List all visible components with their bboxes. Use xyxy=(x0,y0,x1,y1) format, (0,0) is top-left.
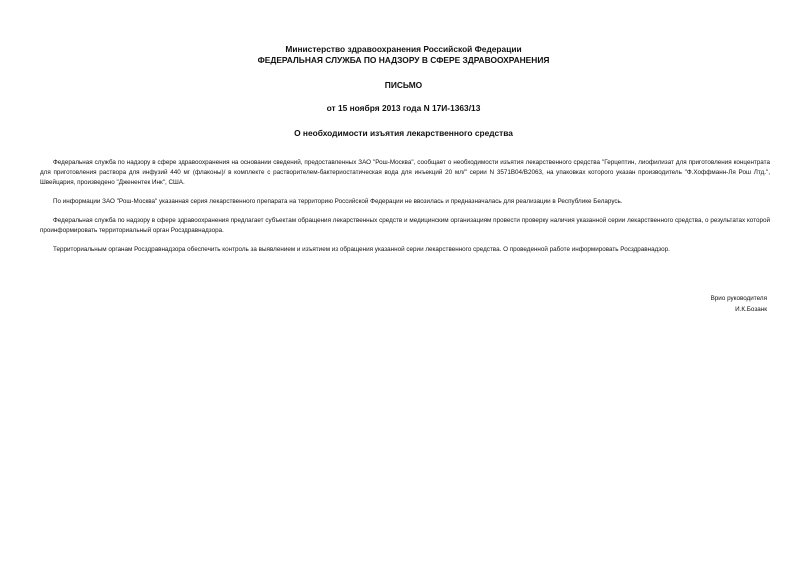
document-date-number: от 15 ноября 2013 года N 17И-1363/13 xyxy=(326,103,481,113)
paragraph-4: Территориальным органам Росздравнадзора обеспечить контроль за выявлением и изъятием из обращения указанной серии лекарственного средства. О проведенной работе информировать Росздравнадзор. xyxy=(53,246,670,253)
signature-block xyxy=(711,293,767,315)
service-name: ФЕДЕРАЛЬНАЯ СЛУЖБА ПО НАДЗОРУ В СФЕРЕ ЗДРАВООХРАНЕНИЯ xyxy=(257,55,550,65)
signatory-name: И.К.Бозанк xyxy=(735,306,767,313)
document-subject: О необходимости изъятия лекарственного средства xyxy=(294,128,513,138)
paragraph-3: Федеральная служба по надзору в сфере здравоохранения предлагает субъектам обращения лекарственных средств и медицинским организациям провести проверку наличия указанной серии лекарственного средства, о результатах которой проинформировать территориальный орган Росздравнадзора. xyxy=(40,217,770,234)
document-header xyxy=(0,44,807,139)
signatory-title: Врио руководителя xyxy=(710,295,767,302)
paragraph-2: По информации ЗАО "Рош-Москва" указанная серия лекарственного препарата на территорию Российской Федерации не ввозилась и предназначалась для реализации в Республике Беларусь. xyxy=(53,198,623,205)
document-type: ПИСЬМО xyxy=(384,80,423,90)
document-body xyxy=(40,158,770,264)
paragraph-1: Федеральная служба по надзору в сфере здравоохранения на основании сведений, предоставленных ЗАО "Рош-Москва", сообщает о необходимости изъятия лекарственного средства "Герцептин, лиофилизат для приготовления концентрата для приготовления раствора для инфузий 440 мг (флаконы)/ в комплекте с растворителем-бактериостатическая вода для инъекций 20 мл/" серии N 3571В04/В2063, на упаковках которого указан производитель "Ф.Хоффманн-Ля Рош Лтд.", Швейцария, произведено "Дженентек Инк", США. xyxy=(40,159,770,186)
ministry-name: Министерство здравоохранения Российской Федерации xyxy=(285,44,522,54)
